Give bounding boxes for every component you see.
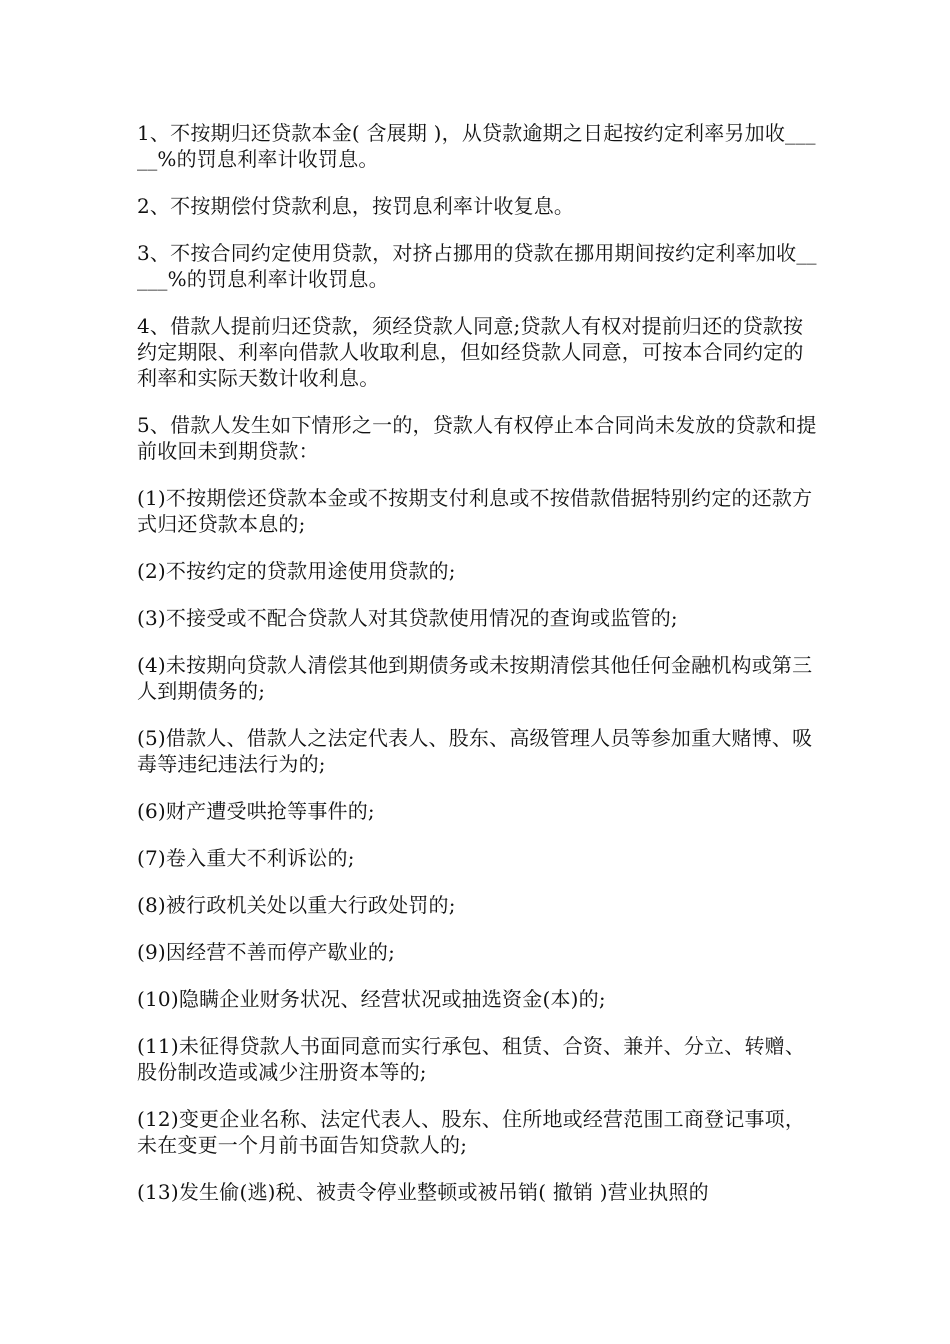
clause-4: 4、借款人提前归还贷款，须经贷款人同意;贷款人有权对提前归还的贷款按约定期限、利率向借款人收取利息，但如经贷款人同意，可按本合同约定的利率和实际天数计收利息。 xyxy=(137,314,804,390)
sub-clause-1: (1)不按期偿还贷款本金或不按期支付利息或不按借款借据特别约定的还款方式归还贷款本息的; xyxy=(137,486,813,536)
clause-2: 2、不按期偿付贷款利息，按罚息利率计收复息。 xyxy=(137,194,575,218)
sub-clause-12: (12)变更企业名称、法定代表人、股东、住所地或经营范围工商登记事项，未在变更一个月前书面告知贷款人的; xyxy=(137,1107,806,1157)
clause-3: 3、不按合同约定使用贷款，对挤占挪用的贷款在挪用期间按约定利率加收_____%的罚息利率计收罚息。 xyxy=(137,241,817,291)
sub-clause-13: (13)发生偷(逃)税、被责令停业整顿或被吊销( 撤销 )营业执照的 xyxy=(137,1180,709,1204)
sub-clause-4: (4)未按期向贷款人清偿其他到期债务或未按期清偿其他任何金融机构或第三人到期债务的; xyxy=(137,653,813,703)
document-body xyxy=(137,120,817,1226)
clause-1: 1、不按期归还贷款本金( 含展期 )，从贷款逾期之日起按约定利率另加收_____%的罚息利率计收罚息。 xyxy=(137,121,816,171)
sub-clause-2: (2)不按约定的贷款用途使用贷款的; xyxy=(137,559,456,583)
sub-clause-6: (6)财产遭受哄抢等事件的; xyxy=(137,799,375,823)
sub-clause-7: (7)卷入重大不利诉讼的; xyxy=(137,846,355,870)
sub-clause-10: (10)隐瞒企业财务状况、经营状况或抽选资金(本)的; xyxy=(137,987,606,1011)
clause-5: 5、借款人发生如下情形之一的，贷款人有权停止本合同尚未发放的贷款和提前收回未到期贷款： xyxy=(137,413,817,463)
sub-clause-3: (3)不接受或不配合贷款人对其贷款使用情况的查询或监管的; xyxy=(137,606,678,630)
sub-clause-5: (5)借款人、借款人之法定代表人、股东、高级管理人员等参加重大赌博、吸毒等违纪违法行为的; xyxy=(137,726,813,776)
sub-clause-11: (11)未征得贷款人书面同意而实行承包、租赁、合资、兼并、分立、转赠、股份制改造或减少注册资本等的; xyxy=(137,1034,806,1084)
sub-clause-8: (8)被行政机关处以重大行政处罚的; xyxy=(137,893,456,917)
sub-clause-9: (9)因经营不善而停产歇业的; xyxy=(137,940,396,964)
